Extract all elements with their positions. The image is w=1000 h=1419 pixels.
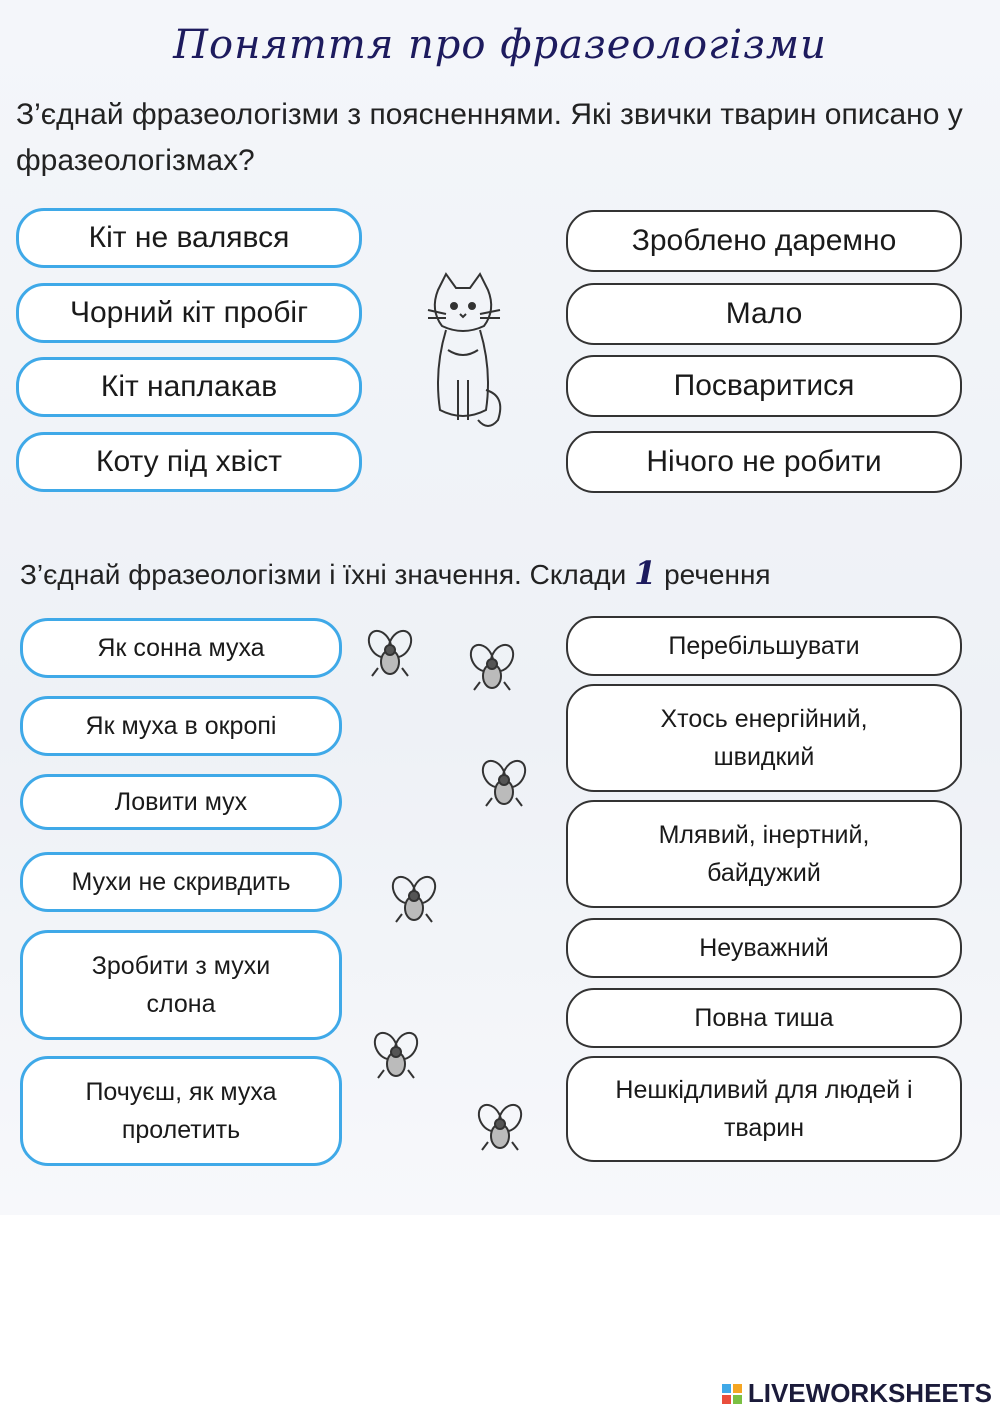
task1-left-item[interactable]: Кіт не валявся [16, 208, 362, 268]
task2-left-item[interactable]: Почуєш, як муха пролетить [20, 1056, 342, 1166]
task2-left-item[interactable]: Ловити мух [20, 774, 342, 830]
task2-left-item[interactable]: Як муха в окропі [20, 696, 342, 756]
task1-right-item[interactable]: Мало [566, 283, 962, 345]
page-title: Поняття про фразеологізми [173, 22, 827, 68]
fly-icon [364, 628, 418, 682]
fly-icon [388, 874, 442, 928]
task2-right-item[interactable]: Повна тиша [566, 988, 962, 1048]
task2-right-item[interactable]: Неуважний [566, 918, 962, 978]
fly-icon [478, 758, 532, 812]
task2-right-item[interactable]: Млявий, інертний, байдужий [566, 800, 962, 908]
task1-left-item[interactable]: Коту під хвіст [16, 432, 362, 492]
task1-left-item[interactable]: Чорний кіт пробіг [16, 283, 362, 343]
fly-icon [370, 1030, 424, 1084]
logo-squares-icon [722, 1384, 742, 1404]
task1-right-item[interactable]: Посваритися [566, 355, 962, 417]
task2-left-item[interactable]: Зробити з мухи слона [20, 930, 342, 1040]
fly-icon [474, 1102, 528, 1156]
task1-right-item[interactable]: Нічого не робити [566, 431, 962, 493]
task2-instruction: З’єднай фразеологізми і їхні значення. Склади 1 речення [20, 554, 771, 592]
task2-right-item[interactable]: Перебільшувати [566, 616, 962, 676]
task1-left-item[interactable]: Кіт наплакав [16, 357, 362, 417]
task1-instruction: З’єднай фразеологізми з поясненнями. Які звички тварин описано у фразеологізмах? [16, 98, 963, 177]
task2-left-item[interactable]: Як сонна муха [20, 618, 342, 678]
cat-illustration [418, 270, 508, 440]
task2-right-item[interactable]: Хтось енергійний, швидкий [566, 684, 962, 792]
task2-left-item[interactable]: Мухи не скривдить [20, 852, 342, 912]
sentence-count: 1 [634, 554, 657, 592]
fly-icon [466, 642, 520, 696]
task1-right-item[interactable]: Зроблено даремно [566, 210, 962, 272]
task2-right-item[interactable]: Нешкідливий для людей і тварин [566, 1056, 962, 1162]
liveworksheets-logo: LIVEWORKSHEETS [722, 1378, 992, 1409]
